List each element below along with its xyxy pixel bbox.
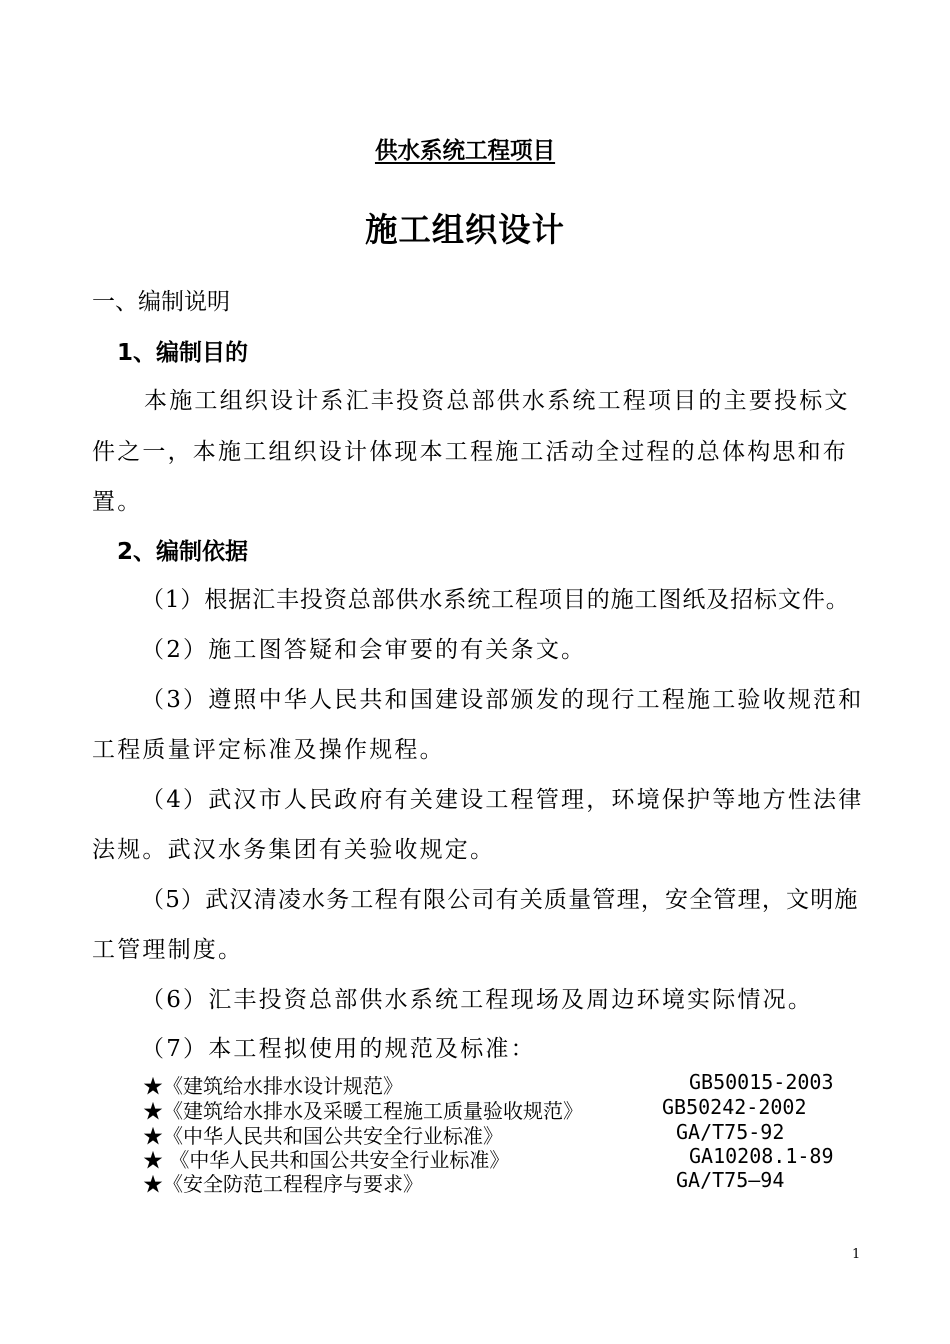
paragraph-line: （6）汇丰投资总部供水系统工程现场及周边环境实际情况。 [141, 987, 814, 1013]
standard-code: GA/T75-92 [676, 1120, 785, 1144]
standard-name: ★ 《中华人民共和国公共安全行业标准》 [143, 1148, 510, 1172]
paragraph-line: 置。 [92, 489, 143, 515]
document-subtitle: 施工组织设计 [365, 210, 565, 249]
paragraph-line: 工管理制度。 [92, 937, 244, 963]
paragraph-line: 件之一，本施工组织设计体现本工程施工活动全过程的总体构思和布 [92, 439, 848, 465]
paragraph-line: （7）本工程拟使用的规范及标准： [141, 1036, 536, 1062]
standard-name: ★《建筑给水排水设计规范》 [143, 1074, 403, 1098]
section-heading-1: 一、编制说明 [92, 289, 230, 315]
paragraph-line: （4）武汉市人民政府有关建设工程管理，环境保护等地方性法律 [141, 787, 864, 813]
subsection-heading-purpose: 1、编制目的 [117, 340, 249, 366]
paragraph-line: 本施工组织设计系汇丰投资总部供水系统工程项目的主要投标文 [144, 388, 850, 414]
standard-code: GB50015-2003 [689, 1070, 834, 1094]
standard-name: ★《中华人民共和国公共安全行业标准》 [143, 1124, 503, 1148]
document-title: 供水系统工程项目 [374, 138, 556, 164]
paragraph-line: （1）根据汇丰投资总部供水系统工程项目的施工图纸及招标文件。 [141, 587, 850, 613]
paragraph-line: （2）施工图答疑和会审要的有关条文。 [141, 637, 587, 663]
standard-code: GB50242-2002 [662, 1095, 807, 1119]
page-number: 1 [852, 1247, 861, 1262]
paragraph-line: 工程质量评定标准及操作规程。 [92, 737, 445, 763]
standard-name: ★《建筑给水排水及采暖工程施工质量验收规范》 [143, 1099, 583, 1123]
standard-name: ★《安全防范工程程序与要求》 [143, 1172, 423, 1196]
standard-code: GA10208.1-89 [689, 1144, 834, 1168]
standard-code: GA/T75—94 [676, 1168, 785, 1192]
paragraph-line: （5）武汉清凌水务工程有限公司有关质量管理，安全管理，文明施 [141, 887, 859, 913]
paragraph-line: 法规。武汉水务集团有关验收规定。 [92, 837, 496, 863]
subsection-heading-basis: 2、编制依据 [117, 539, 249, 565]
paragraph-line: （3）遵照中华人民共和国建设部颁发的现行工程施工验收规范和 [141, 687, 864, 713]
